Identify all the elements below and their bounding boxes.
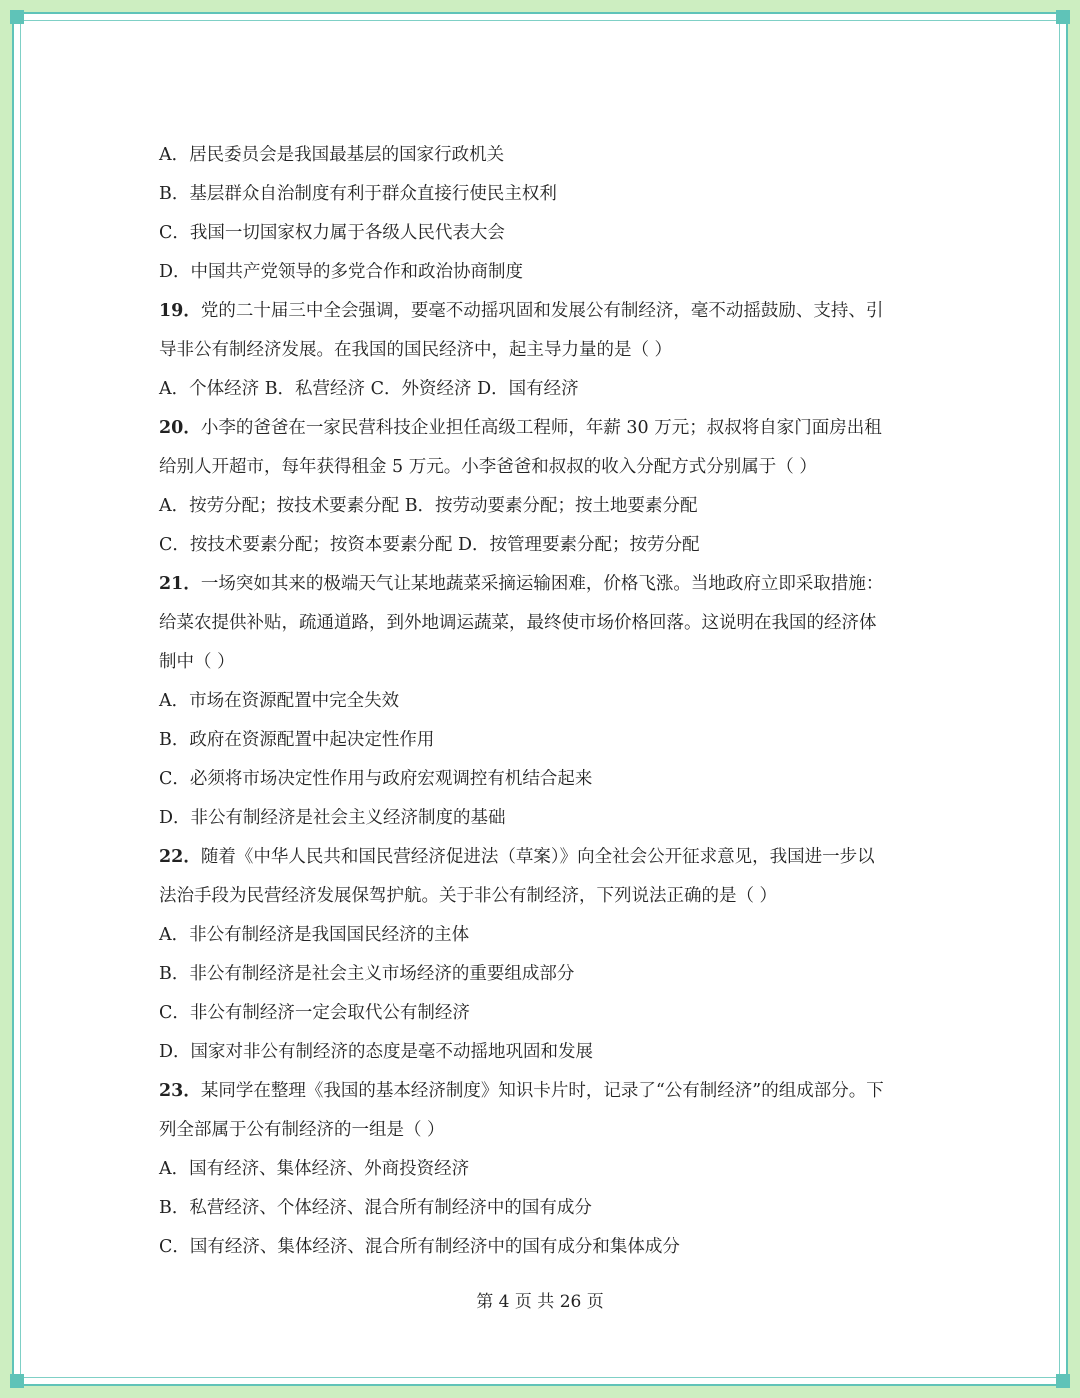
text-line: [159, 994, 929, 1033]
question-content: [159, 136, 929, 1267]
text-line: [159, 916, 929, 955]
text-line: [159, 253, 929, 292]
line-text: 某同学在整理《我国的基本经济制度》知识卡片时，记录了“公有制经济”的组成部分。下: [200, 1081, 884, 1101]
line-text: 一场突如其来的极端天气让某地蔬菜采摘运输困难，价格飞涨。当地政府立即采取措施：: [200, 574, 884, 594]
line-text: A．市场在资源配置中完全失效: [159, 691, 400, 711]
line-text: 随着《中华人民共和国民营经济促进法（草案）》向全社会公开征求意见，我国进一步以: [200, 847, 875, 867]
text-line: [159, 175, 929, 214]
line-text: 列全部属于公有制经济的一组是（ ）: [159, 1120, 445, 1140]
line-text: 法治手段为民营经济发展保驾护航。关于非公有制经济，下列说法正确的是（ ）: [159, 886, 778, 906]
corner-ornament: [1056, 10, 1070, 24]
line-text: B．私营经济、个体经济、混合所有制经济中的国有成分: [159, 1198, 592, 1218]
line-text: A．非公有制经济是我国国民经济的主体: [159, 925, 470, 945]
line-text: 导非公有制经济发展。在我国的国民经济中，起主导力量的是（ ）: [159, 340, 673, 360]
question-stem-line: [159, 565, 929, 604]
corner-ornament: [10, 1374, 24, 1388]
line-text: 小李的爸爸在一家民营科技企业担任高级工程师，年薪 30 万元；叔叔将自家门面房出租: [200, 418, 882, 438]
text-line: [159, 760, 929, 799]
line-text: A．国有经济、集体经济、外商投资经济: [159, 1159, 470, 1179]
question-number: 23．: [159, 1081, 201, 1101]
line-text: B．政府在资源配置中起决定性作用: [159, 730, 435, 750]
text-line: [159, 877, 929, 916]
text-line: [159, 682, 929, 721]
line-text: C．国有经济、集体经济、混合所有制经济中的国有成分和集体成分: [159, 1237, 680, 1257]
question-number: 20．: [159, 418, 201, 438]
text-line: [159, 331, 929, 370]
line-text: C．按技术要素分配；按资本要素分配 D．按管理要素分配；按劳分配: [159, 535, 700, 555]
line-text: D．中国共产党领导的多党合作和政治协商制度: [159, 262, 524, 282]
line-text: A．个体经济 B．私营经济 C．外资经济 D．国有经济: [159, 379, 579, 399]
line-text: 给别人开超市，每年获得租金 5 万元。小李爸爸和叔叔的收入分配方式分别属于（ ）: [159, 457, 817, 477]
text-line: [159, 1150, 929, 1189]
text-line: [159, 136, 929, 175]
text-line: [159, 1033, 929, 1072]
text-line: [159, 643, 929, 682]
text-line: [159, 370, 929, 409]
question-stem-line: [159, 1072, 929, 1111]
question-stem-line: [159, 409, 929, 448]
text-line: [159, 526, 929, 565]
line-text: 党的二十届三中全会强调，要毫不动摇巩固和发展公有制经济，毫不动摇鼓励、支持、引: [200, 301, 884, 321]
question-number: 21．: [159, 574, 201, 594]
text-line: [159, 604, 929, 643]
line-text: D．非公有制经济是社会主义经济制度的基础: [159, 808, 506, 828]
line-text: C．我国一切国家权力属于各级人民代表大会: [159, 223, 505, 243]
line-text: 给菜农提供补贴，疏通道路，到外地调运蔬菜，最终使市场价格回落。这说明在我国的经济体: [159, 613, 877, 633]
question-number: 19．: [159, 301, 201, 321]
corner-ornament: [1056, 1374, 1070, 1388]
text-line: [159, 721, 929, 760]
line-text: A．按劳分配；按技术要素分配 B．按劳动要素分配；按土地要素分配: [159, 496, 698, 516]
line-text: 制中（ ）: [159, 652, 235, 672]
line-text: A．居民委员会是我国最基层的国家行政机关: [159, 145, 505, 165]
line-text: C．必须将市场决定性作用与政府宏观调控有机结合起来: [159, 769, 593, 789]
text-line: [159, 955, 929, 994]
text-line: [159, 1111, 929, 1150]
line-text: B．非公有制经济是社会主义市场经济的重要组成部分: [159, 964, 575, 984]
line-text: D．国家对非公有制经济的态度是毫不动摇地巩固和发展: [159, 1042, 594, 1062]
text-line: [159, 1228, 929, 1267]
line-text: B．基层群众自治制度有利于群众直接行使民主权利: [159, 184, 557, 204]
corner-ornament: [10, 10, 24, 24]
question-number: 22．: [159, 847, 201, 867]
text-line: [159, 448, 929, 487]
text-line: [159, 1189, 929, 1228]
line-text: C．非公有制经济一定会取代公有制经济: [159, 1003, 470, 1023]
text-line: [159, 799, 929, 838]
text-line: [159, 487, 929, 526]
question-stem-line: [159, 292, 929, 331]
text-line: [159, 214, 929, 253]
question-stem-line: [159, 838, 929, 877]
page-number-footer: 第 4 页 共 26 页: [476, 1292, 604, 1312]
